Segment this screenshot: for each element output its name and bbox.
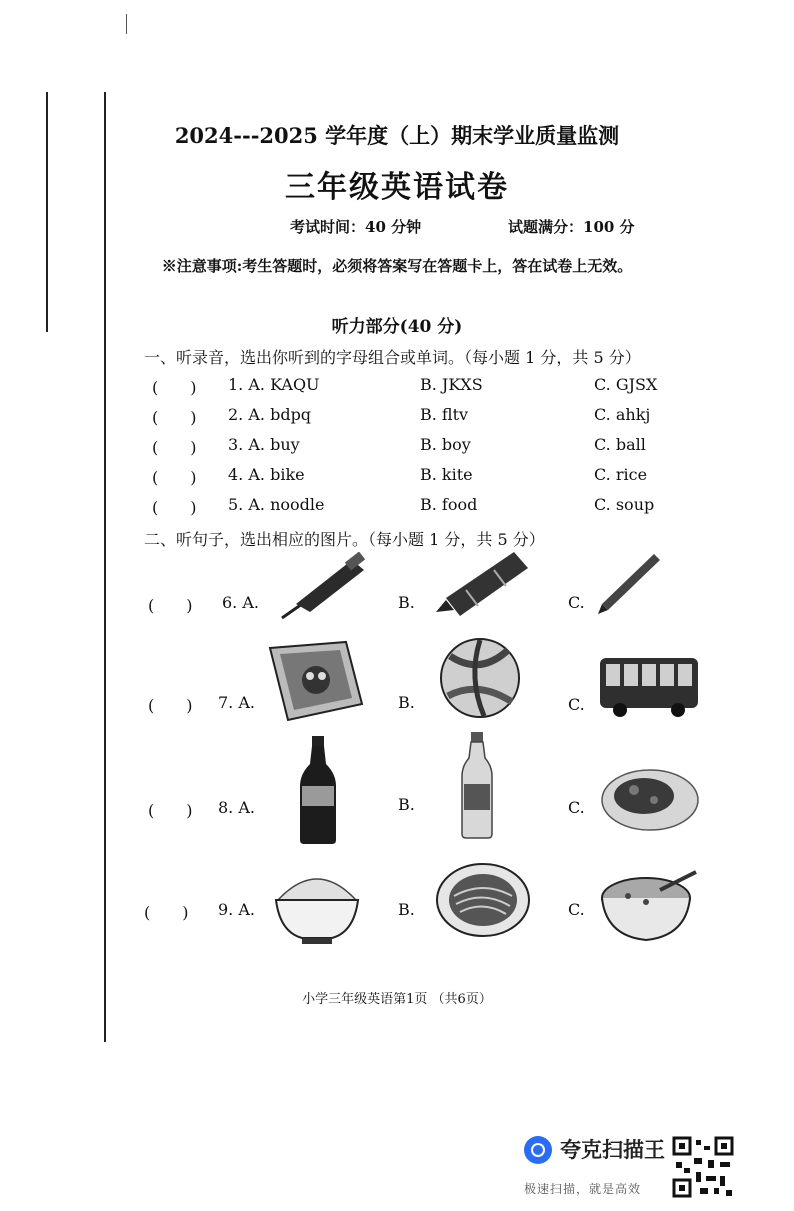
- option-b: B.: [398, 795, 415, 814]
- picture-book-icon[interactable]: [266, 640, 366, 724]
- water-bottle-icon[interactable]: [460, 730, 494, 840]
- ball-icon[interactable]: [438, 636, 522, 720]
- part2-instruction: 二、听句子，选出相应的图片。（每小题 1 分，共 5 分）: [144, 530, 545, 549]
- scanner-slogan: 极速扫描，就是高效: [524, 1182, 642, 1196]
- option-b: B. fltv: [420, 405, 469, 424]
- option-b: B. food: [420, 495, 478, 514]
- answer-paren[interactable]: ( ): [152, 378, 197, 397]
- option-b: B.: [398, 693, 415, 712]
- cola-bottle-icon[interactable]: [296, 734, 340, 846]
- option-c: C.: [568, 900, 585, 919]
- answer-paren[interactable]: ( ): [144, 903, 189, 922]
- answer-paren[interactable]: ( ): [148, 596, 193, 615]
- scanner-brand: 夸克扫描王: [560, 1138, 665, 1162]
- option-c: C. soup: [594, 495, 655, 514]
- option-a: 2. A. bdpq: [228, 405, 312, 424]
- option-a: 6. A.: [222, 593, 259, 612]
- option-c: C. GJSX: [594, 375, 658, 394]
- section-title: 听力部分(40 分): [331, 317, 463, 337]
- answer-paren[interactable]: ( ): [152, 438, 197, 457]
- option-a: 7. A.: [218, 693, 255, 712]
- option-b: B.: [398, 900, 415, 919]
- answer-paren[interactable]: ( ): [152, 468, 197, 487]
- part1-instruction: 一、听录音，选出你听到的字母组合或单词。（每小题 1 分，共 5 分）: [144, 348, 641, 367]
- option-a: 3. A. buy: [228, 435, 300, 454]
- option-b: B. boy: [420, 435, 471, 454]
- option-b: B. JKXS: [420, 375, 483, 394]
- option-a: 5. A. noodle: [228, 495, 325, 514]
- option-c: C. ball: [594, 435, 646, 454]
- option-c: C. ahkj: [594, 405, 651, 424]
- answer-paren[interactable]: ( ): [148, 801, 193, 820]
- answer-paren[interactable]: ( ): [152, 408, 197, 427]
- option-b: B. kite: [420, 465, 473, 484]
- noodles-icon[interactable]: [434, 860, 532, 944]
- rice-bowl-icon[interactable]: [272, 862, 362, 946]
- soup-icon[interactable]: [598, 862, 700, 944]
- option-a: 1. A. KAQU: [228, 375, 320, 394]
- full-score: 试题满分：100 分: [508, 218, 635, 236]
- exam-title: 2024---2025 学年度（上）期末学业质量监测: [174, 123, 620, 148]
- answer-paren[interactable]: ( ): [148, 696, 193, 715]
- option-c: C.: [568, 798, 585, 817]
- vegetable-bowl-icon[interactable]: [600, 766, 700, 836]
- pencil-icon[interactable]: [594, 550, 664, 620]
- option-a: 4. A. bike: [228, 465, 305, 484]
- answer-paren[interactable]: ( ): [152, 498, 197, 517]
- exam-time: 考试时间：40 分钟: [290, 218, 422, 236]
- scanner-logo-icon: [524, 1136, 552, 1164]
- scan-mark: [126, 14, 127, 34]
- option-b: B.: [398, 593, 415, 612]
- qr-code-icon: [672, 1136, 734, 1198]
- crayon-icon[interactable]: [432, 548, 532, 622]
- option-c: C.: [568, 695, 585, 714]
- page-footer: 小学三年级英语第1页 （共6页）: [302, 992, 492, 1007]
- bus-icon[interactable]: [598, 654, 700, 718]
- option-c: C.: [568, 593, 585, 612]
- exam-notice: ※注意事项:考生答题时，必须将答案写在答题卡上，答在试卷上无效。: [161, 257, 633, 275]
- binding-line: [104, 92, 106, 1042]
- option-a: 8. A.: [218, 798, 255, 817]
- option-c: C. rice: [594, 465, 648, 484]
- pen-icon[interactable]: [272, 552, 372, 624]
- option-a: 9. A.: [218, 900, 255, 919]
- exam-subtitle: 三年级英语试卷: [285, 170, 509, 205]
